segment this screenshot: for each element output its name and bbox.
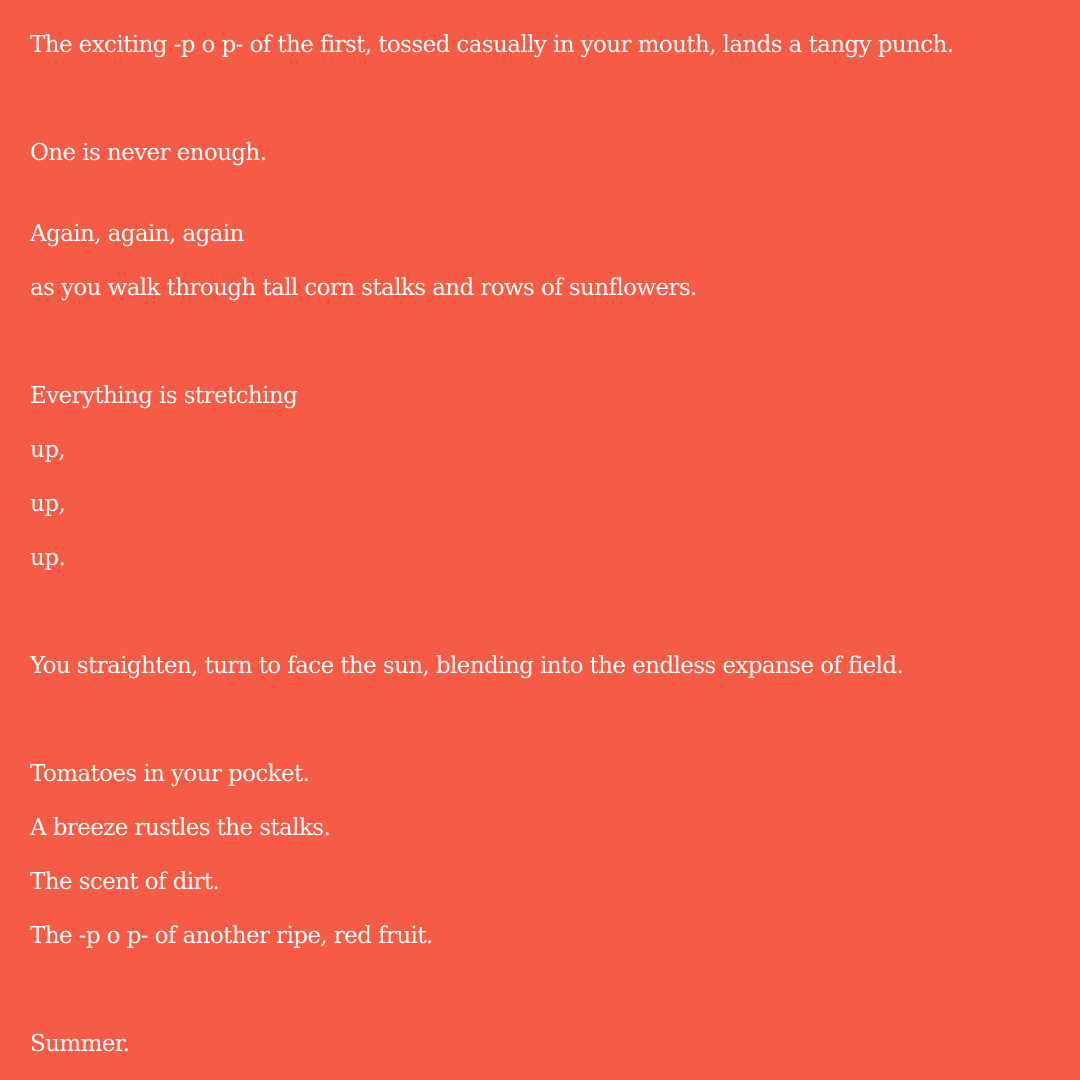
poem-line-another-pop: The -p o p- of another ripe, red fruit. (30, 923, 433, 949)
poem-line-walk-through: as you walk through tall corn stalks and rows of sunflowers. (30, 275, 697, 301)
poem-line-up-1: up, (30, 437, 66, 463)
poem-line-never-enough: One is never enough. (30, 140, 267, 166)
poem-line-summer: Summer. (30, 1031, 130, 1057)
poem-line-straighten: You straighten, turn to face the sun, blending into the endless expanse of field. (30, 653, 904, 679)
poem-line-scent: The scent of dirt. (30, 869, 220, 895)
poem-line-again: Again, again, again (30, 221, 244, 247)
poem-line-breeze: A breeze rustles the stalks. (30, 815, 331, 841)
poem-line-up-3: up. (30, 545, 66, 571)
poem-line-first-pop: The exciting -p o p- of the first, tossed casually in your mouth, lands a tangy punch. (30, 32, 954, 58)
poem-line-stretching: Everything is stretching (30, 383, 298, 409)
poem-line-up-2: up, (30, 491, 66, 517)
poem-line-tomatoes: Tomatoes in your pocket. (30, 761, 310, 787)
